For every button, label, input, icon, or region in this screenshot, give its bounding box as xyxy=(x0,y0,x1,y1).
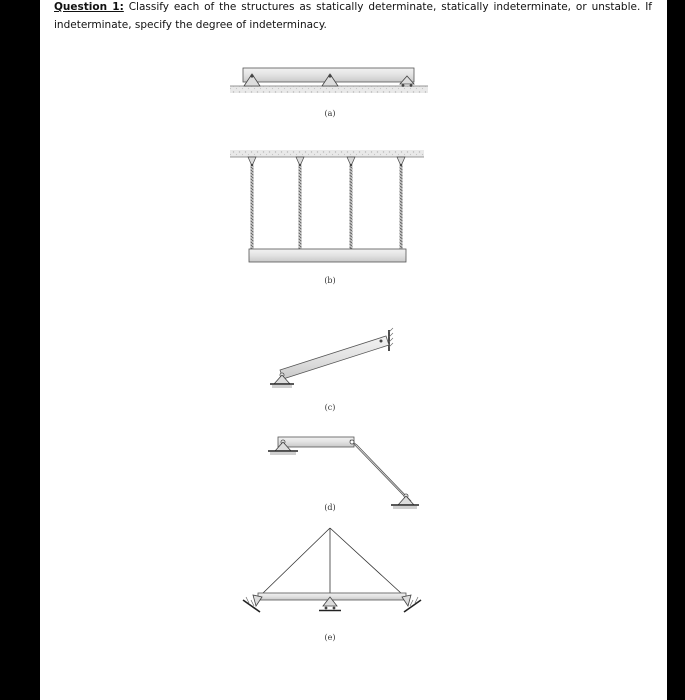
rocker-support-left-e xyxy=(243,595,262,612)
caption-b: (b) xyxy=(324,276,336,285)
caption-c: (c) xyxy=(324,403,336,412)
caption-a: (a) xyxy=(324,109,336,118)
question-label: Question 1: xyxy=(54,1,124,13)
rocker-support-right-e xyxy=(402,595,421,612)
beam-d-horizontal xyxy=(278,437,354,447)
pin-support-right-d xyxy=(391,494,419,509)
truss-member-left-e xyxy=(262,528,330,594)
hinge-d xyxy=(350,440,354,444)
structure-e xyxy=(243,528,421,642)
hanger-4-b xyxy=(397,157,405,251)
wall-fixed-support-c xyxy=(389,328,393,351)
document-page xyxy=(40,0,667,700)
caption-e: (e) xyxy=(324,633,336,642)
hanger-2-b xyxy=(296,157,304,251)
hanger-3-b xyxy=(347,157,355,251)
structure-c xyxy=(270,328,393,412)
beam-d-inclined xyxy=(350,440,411,501)
question-body: Classify each of the structures as statically determinate, statically indeterminate, or unstable. If indeterminate, specify the degree of indeterminacy. xyxy=(54,1,652,31)
beam-c xyxy=(280,336,389,379)
truss-member-right-e xyxy=(330,528,402,594)
structure-b xyxy=(230,150,424,285)
ceiling-b xyxy=(230,150,424,157)
structures-figure xyxy=(40,0,667,700)
caption-d: (d) xyxy=(324,503,336,512)
ground-a xyxy=(230,86,428,93)
hanger-1-b xyxy=(248,157,256,251)
beam-b xyxy=(249,249,406,262)
structure-a xyxy=(230,68,428,118)
structure-d xyxy=(268,437,419,512)
